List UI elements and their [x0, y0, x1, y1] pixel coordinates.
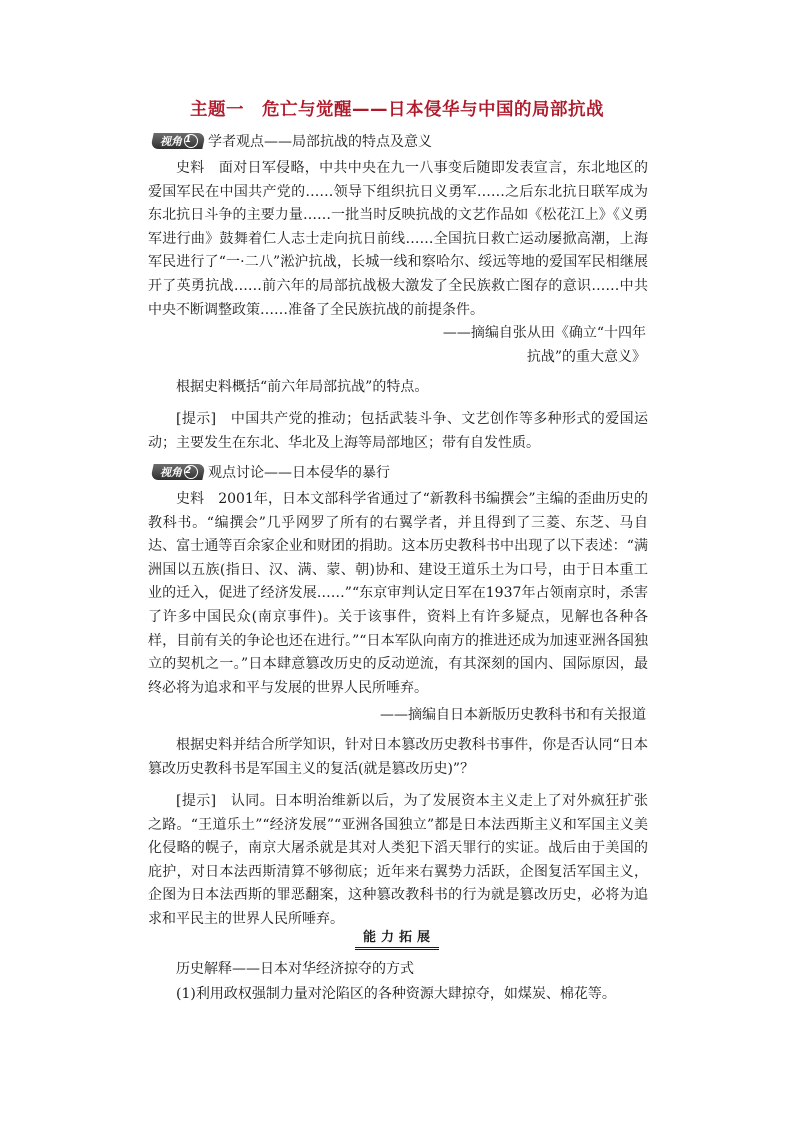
extension-item-1: (1)利用政权强制力量对沦陷区的各种资源大肆掠夺，如煤炭、棉花等。 [176, 986, 616, 1002]
view-1-question: 根据史料概括“前六年局部抗战”的特点。 [176, 379, 429, 395]
view-2-source: ——摘编自日本新版历史教科书和有关报道 [380, 707, 646, 723]
view-1-material: 史料 面对日军侵略，中共中央在九一八事变后随即发表宣言，东北地区的爱国军民在中国共产党的……领导下组织抗日义勇军……之后东北抗日联军成为东北抗日斗争的主要力量……一批当时反映抗战的文艺作品如《松花江上》《义勇军进行曲》鼓舞着仁人志士走向抗日前线……全国抗日救亡运动屡掀高潮，上海军民进行了“一·二八”淞沪抗战，长城一线和察哈尔、绥远等地的爱国军民相继展开了英勇抗战……前六年的局部抗战极大激发了全民族救亡图存的意识……中共中央不断调整政策……准备了全民族抗战的前提条件。 [148, 160, 648, 318]
view-1-source-line-2: 抗战”的重大意义》 [526, 349, 646, 365]
extension-heading-wrap [0, 926, 794, 950]
view-2-badge [150, 464, 205, 480]
view-1-heading: 学者观点——局部抗战的特点及意义 [208, 134, 432, 150]
extension-heading: 能力拓展 [355, 926, 439, 950]
view-1-hint: [提示] 中国共产党的推动；包括武装斗争、文艺创作等多种形式的爱国运动；主要发生在东北、华北及上海等局部地区；带有自发性质。 [148, 411, 648, 451]
view-2-material: 史料 2001年，日本文部科学省通过了“新教科书编撰会”主编的歪曲历史的教科书。“编撰会”几乎网罗了所有的右翼学者，并且得到了三菱、东芝、马自达、富士通等百余家企业和财团的捐助。这本历史教科书中出现了以下表述：“满洲国以五族(指日、汉、满、蒙、朝)协和、建设王道乐土为口号，由于日本重工业的迁入，促进了经济发展……”“东京审判认定日军在1937年占领南京时，杀害了许多中国民众(南京事件)。关于该事件，资料上有许多疑点，见解也各种各样，目前有关的争论也还在进行。”“日本军队向南方的推进还成为加速亚洲各国独立的契机之一。”日本肆意篡改历史的反动逆流，有其深刻的国内、国际原因，最终必将为追求和平与发展的世界人民所唾弃。 [148, 491, 648, 696]
view-1-source-line-1: ——摘编自张从田《确立“十四年 [442, 325, 646, 341]
view-1-badge-number: 1 [184, 134, 198, 148]
view-1-badge [150, 133, 205, 149]
view-1-badge-label: 视角 [160, 135, 182, 148]
view-2-hint: [提示] 认同。日本明治维新以后，为了发展资本主义走上了对外疯狂扩张之路。“王道乐土”“经济发展”“亚洲各国独立”都是日本法西斯主义和军国主义美化侵略的幌子，南京大屠杀就是其对人类犯下滔天罪行的实证。战后由于美国的庇护，对日本法西斯清算不够彻底；近年来右翼势力活跃，企图复活军国主义，企图为日本法西斯的罪恶翻案，这种篡改教科书的行为就是篡改历史，必将为追求和平民主的世界人民所唾弃。 [148, 793, 648, 927]
page-title: 主题一 危亡与觉醒——日本侵华与中国的局部抗战 [190, 100, 604, 120]
view-2-heading-line [152, 462, 390, 482]
view-2-badge-label: 视角 [160, 466, 182, 479]
extension-subtitle: 历史解释——日本对华经济掠夺的方式 [176, 961, 414, 977]
view-1-heading-line [152, 131, 432, 151]
view-2-heading: 观点讨论——日本侵华的暴行 [208, 465, 390, 481]
view-2-badge-number: 2 [184, 465, 198, 479]
view-2-question: 根据史料并结合所学知识，针对日本篡改历史教科书事件，你是否认同“日本篡改历史教科书是军国主义的复活(就是篡改历史)”？ [148, 737, 648, 777]
